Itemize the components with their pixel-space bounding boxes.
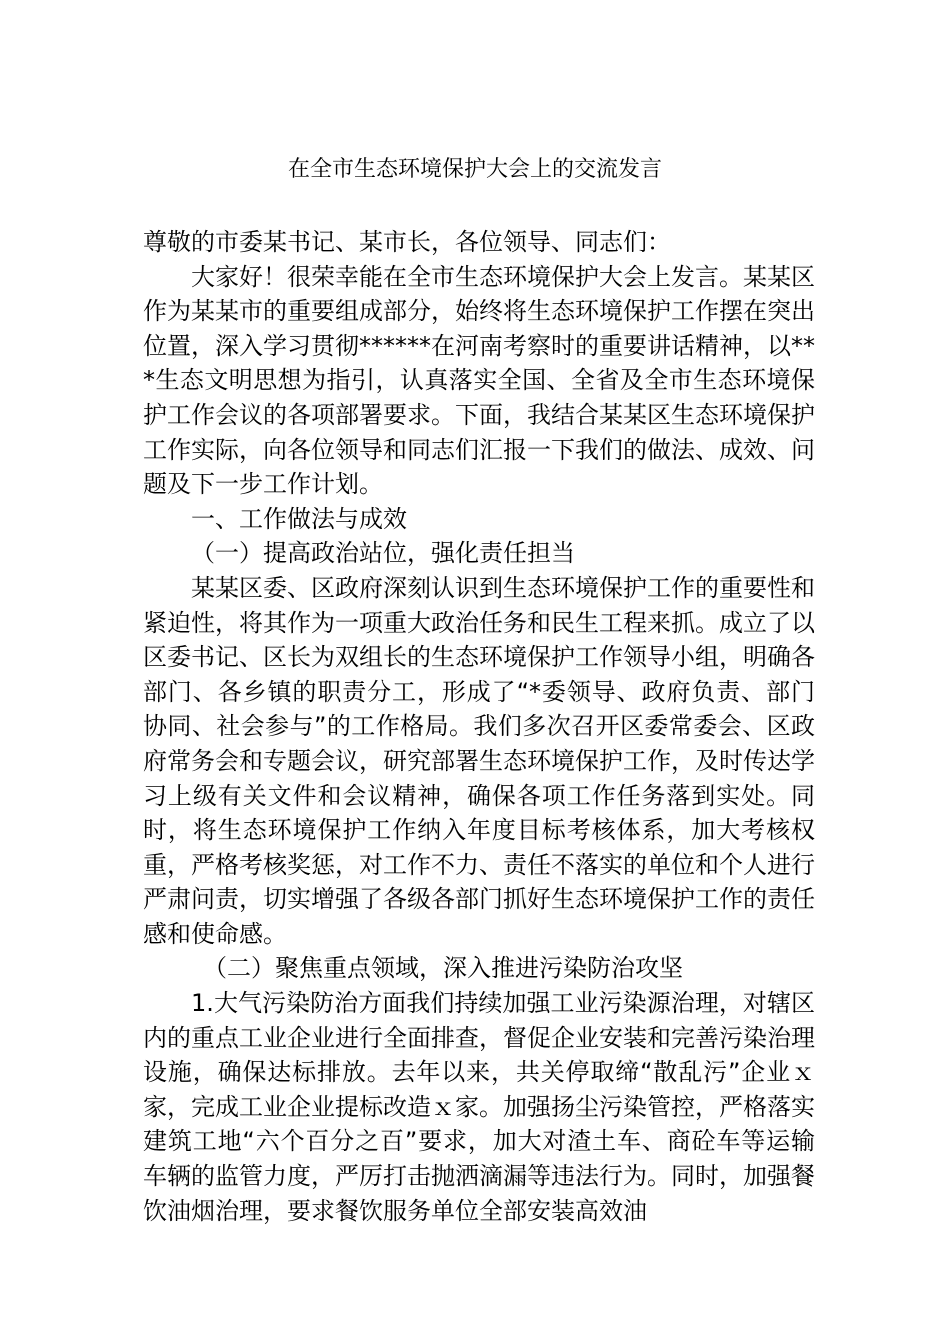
document-title: 在全市生态环境保护大会上的交流发言 [287,157,662,182]
intro-paragraph: 大家好！很荣幸能在全市生态环境保护大会上发言。某某区作为某某市的重要组成部分，始终将生态环境保护工作摆在突出位置，深入学习贯彻******在河南考察时的重要讲话精神，以***生态文明思想为指引，认真落实全国、全省及全市生态环境保护工作会议的各项部署要求。下面，我结合某某区生态环境保护工作实际，向各位领导和同志们汇报一下我们的做法、成效、问题及下一步工作计划。 [143,262,815,499]
subsection-2-item-1: 1.大气污染防治方面我们持续加强工业污染源治理，对辖区内的重点工业企业进行全面排查，督促企业安装和完善污染治理设施，确保达标排放。去年以来，共关停取缔“散乱污”企业ｘ家，完成工业企业提标改造ｘ家。加强扬尘污染管控，严格落实建筑工地“六个百分之百”要求，加大对渣土车、商砼车等运输车辆的监管力度，严厉打击抛洒滴漏等违法行为。同时，加强餐饮油烟治理，要求餐饮服务单位全部安装高效油 [143,989,815,1225]
subsection-heading-1: （一）提高政治站位，强化责任担当 [191,539,575,568]
subsection-heading-2: （二）聚焦重点领域，深入推进污染防治攻坚 [203,954,683,983]
subsection-1-paragraph: 某某区委、区政府深刻认识到生态环境保护工作的重要性和紧迫性，将其作为一项重大政治任务和民生工程来抓。成立了以区委书记、区长为双组长的生态环境保护工作领导小组，明确各部门、各乡镇的职责分工，形成了“*委领导、政府负责、部门协同、社会参与”的工作格局。我们多次召开区委常委会、区政府常务会和专题会议，研究部署生态环境保护工作，及时传达学习上级有关文件和会议精神，确保各项工作任务落到实处。同时，将生态环境保护工作纳入年度目标考核体系，加大考核权重，严格考核奖惩，对工作不力、责任不落实的单位和个人进行严肃问责，切实增强了各级各部门抓好生态环境保护工作的责任感和使命感。 [143,573,815,948]
document-body [143,225,815,1228]
section-heading-1: 一、工作做法与成效 [191,504,407,533]
salutation: 尊敬的市委某书记、某市长，各位领导、同志们： [143,228,671,256]
